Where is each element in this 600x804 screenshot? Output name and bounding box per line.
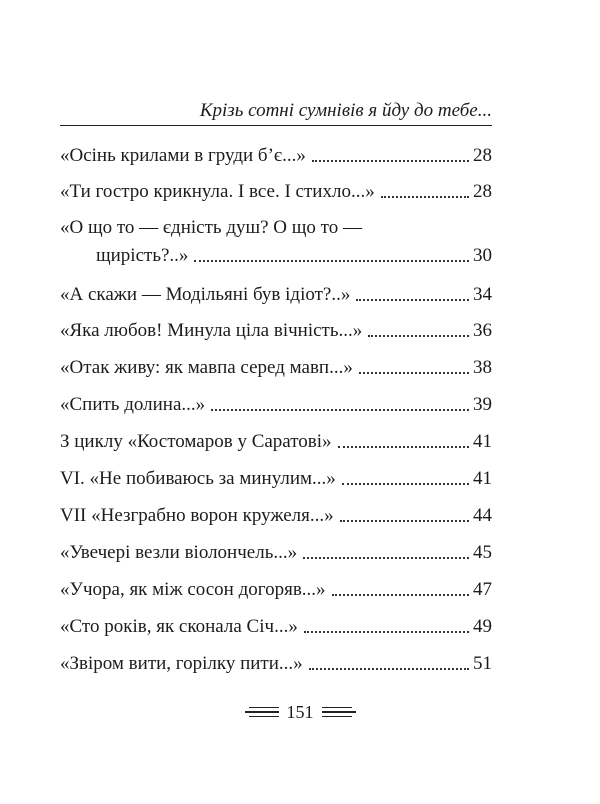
toc-entry-page: 45 (473, 542, 492, 563)
dot-leader (359, 371, 469, 374)
toc-entry-page: 28 (473, 181, 492, 202)
toc-entry-page: 36 (473, 320, 492, 341)
toc-entry-page: 41 (473, 431, 492, 452)
toc-entry-title: «Спить долина...» (60, 394, 206, 415)
toc-entry (60, 430, 492, 454)
toc-entry (96, 244, 492, 268)
toc-entry-title: «Звіром вити, горілку пити...» (60, 653, 303, 674)
toc-entry-page: 30 (473, 245, 492, 266)
dot-leader (211, 408, 469, 411)
toc-entry-page: 28 (473, 145, 492, 166)
toc-entry-title: «Увечері везли віолончель...» (60, 542, 298, 563)
dot-leader (342, 482, 469, 485)
dot-leader (338, 445, 469, 448)
toc-entry (60, 393, 492, 417)
toc-entry (60, 356, 492, 380)
page-footer (0, 700, 600, 724)
toc-entry (60, 541, 492, 565)
toc-entry-title: VI. «Не побиваюсь за минулим...» (60, 468, 336, 489)
toc-entry-title: «Ти гостро крикнула. І все. І стихло...» (60, 181, 375, 202)
toc-entry-title: «Осінь крилами в груди б’є...» (60, 145, 306, 166)
dot-leader (340, 519, 469, 522)
page-number: 151 (286, 701, 314, 722)
running-title: Крізь сотні сумнівів я йду до тебе... (199, 100, 492, 121)
toc-entry (60, 180, 492, 204)
dot-leader (309, 667, 469, 670)
toc-entry-title: «Отак живу: як мавпа серед мавп...» (60, 357, 353, 378)
toc-entry-title: З циклу «Костомаров у Саратові» (60, 431, 332, 452)
dot-leader (194, 259, 469, 262)
dot-leader (381, 195, 469, 198)
dot-leader (303, 556, 469, 559)
toc-entry (60, 652, 492, 676)
toc-entry-title: «А скажи — Модільяні був ідіот?..» (60, 284, 351, 305)
toc-entry-title: «Яка любов! Минула ціла вічність...» (60, 320, 363, 341)
toc-entry-title: VII «Незграбно ворон кружеля...» (60, 505, 334, 526)
toc-entry (60, 615, 492, 639)
toc-entry-page: 39 (473, 394, 492, 415)
toc-entry (60, 467, 492, 491)
toc-entry-page: 38 (473, 357, 492, 378)
toc-entry-page: 34 (473, 284, 492, 305)
toc-entry-title-line1: «О що то — єдність душ? О що то — (60, 217, 362, 238)
toc-entry-page: 51 (473, 653, 492, 674)
ornament-rule-right (322, 707, 356, 717)
toc-entry (60, 319, 492, 343)
toc-entry (60, 578, 492, 602)
toc-entry-page: 44 (473, 505, 492, 526)
dot-leader (368, 334, 469, 337)
dot-leader (312, 159, 469, 162)
toc-entry-page: 41 (473, 468, 492, 489)
ornament-rule-left (245, 707, 279, 717)
running-header (60, 101, 492, 126)
dot-leader (304, 630, 469, 633)
toc-entry-title: «Учора, як між сосон догоряв...» (60, 579, 326, 600)
toc-entry-page: 47 (473, 579, 492, 600)
toc-entry-page: 49 (473, 616, 492, 637)
toc-entry (60, 504, 492, 528)
toc-entry (60, 283, 492, 307)
toc-entry (60, 144, 492, 168)
dot-leader (332, 593, 469, 596)
toc-entry-title: щирість?..» (96, 245, 189, 266)
dot-leader (356, 298, 469, 301)
toc-entry-title: «Сто років, як сконала Січ...» (60, 616, 298, 637)
